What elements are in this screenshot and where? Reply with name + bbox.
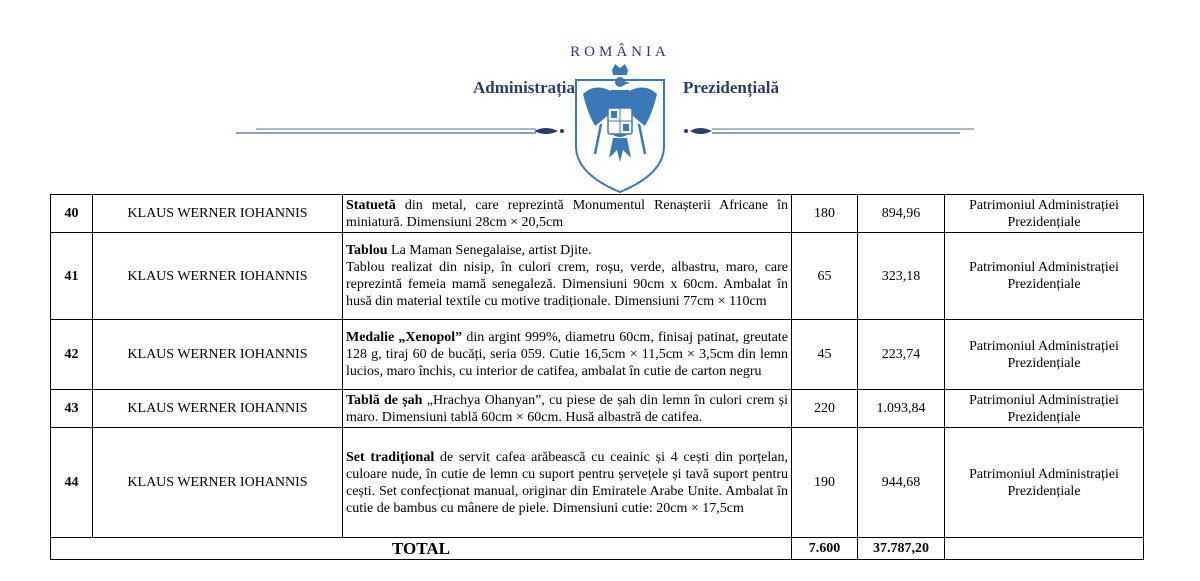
item-quantity: 190 xyxy=(792,428,858,538)
total-row xyxy=(51,538,1144,560)
item-description xyxy=(343,390,792,428)
destination-line-2: Prezidențiale xyxy=(1007,409,1081,425)
country-label: ROMÂNIA xyxy=(570,44,670,60)
coat-of-arms-icon xyxy=(573,62,667,194)
destination-line-1: Patrimoniul Administrației xyxy=(969,392,1119,408)
ornament-line-left xyxy=(236,124,566,140)
row-number: 44 xyxy=(51,428,93,538)
destination-line-2: Prezidențiale xyxy=(1007,214,1081,230)
item-title: Statuetă xyxy=(346,197,396,213)
item-description-text: de servit cafea arăbească cu ceainic și 4 cești din porțelan, culoare nude, în cutie de lemn cu suport pentru șervețele și tavă suport pentru cești. Set confecționat manual, originar din Emiratele Arabe Unite. Ambalat în cutie de bambus cu mânere de piele. Dimensiuni cutie: 20cm × 17,5cm xyxy=(346,449,788,516)
item-quantity: 65 xyxy=(792,233,858,320)
item-destination xyxy=(945,390,1144,428)
table-row xyxy=(51,428,1144,538)
table-row xyxy=(51,390,1144,428)
row-number: 43 xyxy=(51,390,93,428)
item-description xyxy=(343,195,792,233)
destination-line-1: Patrimoniul Administrației xyxy=(969,260,1119,275)
row-number: 40 xyxy=(51,195,93,233)
item-quantity: 180 xyxy=(792,195,858,233)
destination-line-2: Prezidențiale xyxy=(1007,355,1081,371)
table-row xyxy=(51,320,1144,390)
gifts-table xyxy=(50,194,1144,560)
total-label: TOTAL xyxy=(51,538,792,560)
item-description xyxy=(343,428,792,538)
item-description-extra: Tablou realizat din nisip, în culori crem, roșu, verde, albastru, maro, care reprezintă femeia mamă senegaleză. Dimensiuni 90cm x 60cm. Ambalat în husă din material textile cu motive tradiționale. Dimensiuni 77cm × 110cm xyxy=(346,260,788,309)
item-value: 223,74 xyxy=(858,320,945,390)
recipient-name: KLAUS WERNER IOHANNIS xyxy=(93,320,343,390)
item-value: 323,18 xyxy=(858,233,945,320)
item-title: Tablă de șah xyxy=(346,392,423,408)
item-destination xyxy=(945,195,1144,233)
recipient-name: KLAUS WERNER IOHANNIS xyxy=(93,195,343,233)
item-value: 944,68 xyxy=(858,428,945,538)
destination-line-2: Prezidențiale xyxy=(1007,483,1081,499)
total-quantity: 7.600 xyxy=(792,538,858,560)
total-empty-cell xyxy=(945,538,1144,560)
item-description xyxy=(343,320,792,390)
item-description-text: din argint 999%, diametru 60cm, finisaj patinat, greutate 128 g, tiraj 60 de bucăți, seria 059. Cutie 16,5cm × 11,5cm × 3,5cm din lemn lucios, maro închis, cu interior de catifea, ambalat în cutie de carton negru xyxy=(346,330,788,379)
item-quantity: 45 xyxy=(792,320,858,390)
item-title: Tablou xyxy=(346,243,388,258)
item-value: 1.093,84 xyxy=(858,390,945,428)
item-title: Medalie „Xenopol” xyxy=(346,330,463,345)
item-value: 894,96 xyxy=(858,195,945,233)
row-number: 42 xyxy=(51,320,93,390)
total-value: 37.787,20 xyxy=(858,538,945,560)
destination-line-1: Patrimoniul Administrației xyxy=(969,197,1119,213)
destination-line-2: Prezidențiale xyxy=(1007,277,1081,292)
item-destination xyxy=(945,320,1144,390)
institution-name-left: Administrația xyxy=(473,78,575,97)
item-title: Set tradițional xyxy=(346,449,435,465)
item-quantity: 220 xyxy=(792,390,858,428)
destination-line-1: Patrimoniul Administrației xyxy=(969,338,1119,354)
institution-name-right: Prezidențială xyxy=(683,78,779,97)
document-header xyxy=(0,0,1200,195)
destination-line-1: Patrimoniul Administrației xyxy=(969,466,1119,482)
item-description-text: „Hrachya Ohanyan”, cu piese de șah din lemn în culori crem și maro. Dimensiuni tablă 60cm × 60cm. Husă albastră de catifea. xyxy=(346,392,789,425)
item-description xyxy=(343,233,792,320)
item-destination xyxy=(945,428,1144,538)
recipient-name: KLAUS WERNER IOHANNIS xyxy=(93,428,343,538)
row-number: 41 xyxy=(51,233,93,320)
ornament-line-right xyxy=(682,124,982,140)
item-description-text: din metal, care reprezintă Monumentul Renașterii Africane în miniatură. Dimensiuni 28cm × 20,5cm xyxy=(346,197,788,230)
item-destination xyxy=(945,233,1144,320)
item-description-text: La Maman Senegalaise, artist Djite. xyxy=(387,243,592,258)
table-row xyxy=(51,195,1144,233)
table-row xyxy=(51,233,1144,320)
recipient-name: KLAUS WERNER IOHANNIS xyxy=(93,390,343,428)
recipient-name: KLAUS WERNER IOHANNIS xyxy=(93,233,343,320)
